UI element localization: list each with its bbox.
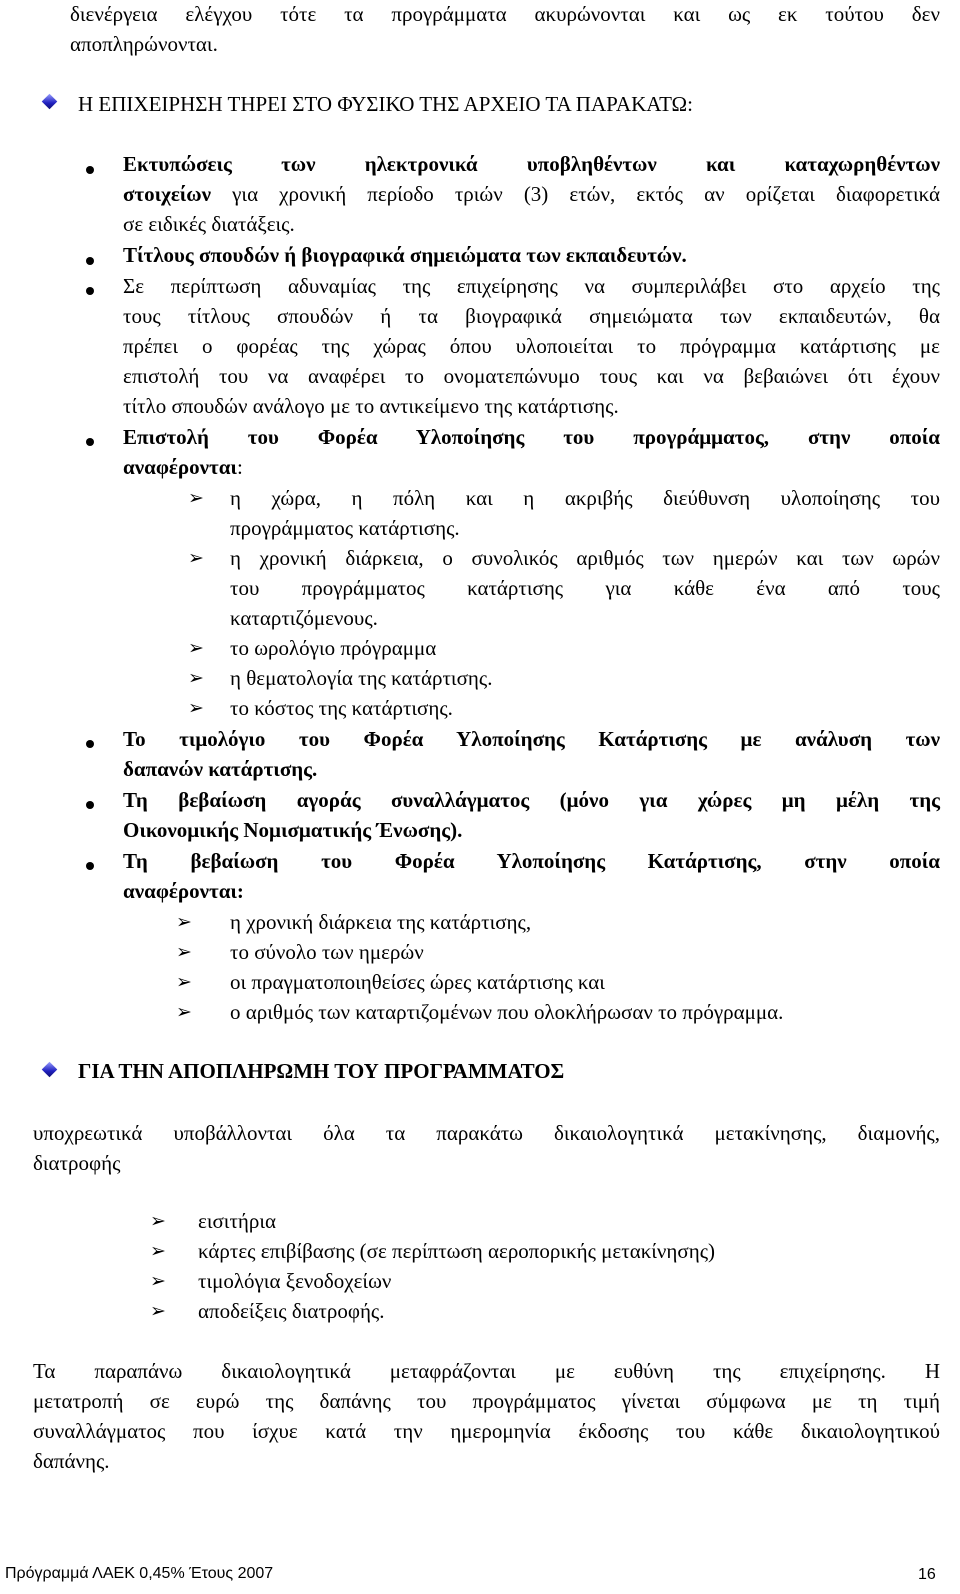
bullet-dot-icon — [86, 287, 94, 295]
doc-item-3: τιμολόγια ξενοδοχείων — [198, 1269, 392, 1293]
doc-item-4: αποδείξεις διατροφής. — [198, 1299, 385, 1323]
section2-heading: ΓΙΑ ΤΗΝ ΑΠΟΠΛΗΡΩΜΗ ΤΟΥ ΠΡΟΓΡΑΜΜΑΤΟΣ — [78, 1059, 565, 1083]
bullet1-line-1: Εκτυπώσεις των ηλεκτρονικά υποβληθέντων και καταχωρηθέντων — [123, 152, 940, 176]
bullet4-line-2 — [123, 455, 243, 480]
sub3-text: το ωρολόγιο πρόγραμμα — [230, 636, 437, 660]
bullet-dot-icon — [86, 862, 94, 870]
intro-line-1: διενέργεια ελέγχου τότε τα προγράμματα ακυρώνονται και ως εκ τούτου δεν — [70, 2, 940, 26]
bullet3-line-2: τους τίτλους σπουδών ή τα βιογραφικά σημειώματα των εκπαιδευτών, θα — [123, 304, 940, 328]
bullet4-line-1: Επιστολή του Φορέα Υλοποίησης του προγράμματος, στην οποία — [123, 425, 940, 449]
arrow-bullet-icon: ➢ — [176, 942, 192, 963]
bullet-dot-icon — [86, 166, 94, 174]
sub7-4: ο αριθμός των καταρτιζομένων που ολοκλήρωσαν το πρόγραμμα. — [230, 1000, 784, 1024]
sub7-3: οι πραγματοποιηθείσες ώρες κατάρτισης και — [230, 970, 605, 994]
bullet-dot-icon — [86, 740, 94, 748]
arrow-bullet-icon: ➢ — [176, 972, 192, 993]
bullet3-line-3: πρέπει ο φορέας της χώρας όπου υλοποιείται το πρόγραμμα κατάρτισης με — [123, 334, 940, 358]
sub7-2: το σύνολο των ημερών — [230, 940, 424, 964]
bullet5-line-2: δαπανών κατάρτισης. — [123, 757, 318, 781]
bullet6-line-2: Οικονομικής Νομισματικής Ένωσης). — [123, 818, 463, 842]
page-number: 16 — [918, 1566, 936, 1583]
bullet3-line-4: επιστολή του να αναφέρει το ονοματεπώνυμο τους και να βεβαιώνει ότι έχουν — [123, 364, 940, 388]
sub1-line-1: η χώρα, η πόλη και η ακριβής διεύθυνση υλοποίησης του — [230, 486, 940, 510]
arrow-bullet-icon: ➢ — [188, 638, 204, 659]
bullet-dot-icon — [86, 801, 94, 809]
bullet4-colon: : — [236, 455, 243, 479]
arrow-bullet-icon: ➢ — [150, 1271, 166, 1292]
sub1-line-2: προγράμματος κατάρτισης. — [230, 516, 460, 540]
bullet6-line-1: Τη βεβαίωση αγοράς συναλλάγματος (μόνο για χώρες μη μέλη της — [123, 788, 940, 812]
bullet-dot-icon — [86, 438, 94, 446]
bullet2-text: Τίτλους σπουδών ή βιογραφικά σημειώματα των εκπαιδευτών. — [123, 243, 687, 267]
bullet1-line-3: σε ειδικές διατάξεις. — [123, 212, 295, 236]
bullet7-line-2: αναφέρονται: — [123, 879, 244, 903]
bullet3-line-5: τίτλο σπουδών ανάλογο με το αντικείμενο της κατάρτισης. — [123, 394, 619, 418]
section2-p2-line-3: συναλλάγματος που ίσχυε κατά την ημερομηνία έκδοσης του κάθε δικαιολογητικού — [33, 1419, 940, 1443]
intro-line-2: αποπληρώνονται. — [70, 32, 218, 56]
sub7-1: η χρονική διάρκεια της κατάρτισης, — [230, 910, 532, 934]
bullet7-line-1: Τη βεβαίωση του Φορέα Υλοποίησης Κατάρτισης, στην οποία — [123, 849, 940, 873]
footer-title: Πρόγραμμά ΛΑΕΚ 0,45% Έτους 2007 — [5, 1565, 274, 1582]
sub2-line-2: του προγράμματος κατάρτισης για κάθε ένα από τους — [230, 576, 940, 600]
sub5-text: το κόστος της κατάρτισης. — [230, 696, 453, 720]
bullet1-bold-word: στοιχείων — [123, 182, 212, 206]
bullet1-line-2 — [123, 182, 940, 207]
arrow-bullet-icon: ➢ — [188, 668, 204, 689]
section1-heading: Η ΕΠΙΧΕΙΡΗΣΗ ΤΗΡΕΙ ΣΤΟ ΦΥΣΙΚΟ ΤΗΣ ΑΡΧΕΙΟ ΤΑ ΠΑΡΑΚΑΤΩ: — [78, 92, 693, 116]
bullet4-bold-word: αναφέρονται — [123, 455, 237, 479]
arrow-bullet-icon: ➢ — [150, 1241, 166, 1262]
doc-item-1: εισιτήρια — [198, 1209, 276, 1233]
diamond-bullet-icon — [42, 1062, 58, 1078]
section2-p1-line-2: διατροφής — [33, 1151, 121, 1175]
arrow-bullet-icon: ➢ — [188, 488, 204, 509]
doc-item-2: κάρτες επιβίβασης (σε περίπτωση αεροπορικής μετακίνησης) — [198, 1239, 716, 1263]
section2-p2-line-4: δαπάνης. — [33, 1449, 110, 1473]
arrow-bullet-icon: ➢ — [150, 1211, 166, 1232]
bullet-dot-icon — [86, 257, 94, 265]
sub4-text: η θεματολογία της κατάρτισης. — [230, 666, 493, 690]
sub2-line-1: η χρονική διάρκεια, ο συνολικός αριθμός των ημερών και των ωρών — [230, 546, 940, 570]
section2-p2-line-2: μετατροπή σε ευρώ της δαπάνης του προγράμματος γίνεται σύμφωνα με τη τιμή — [33, 1389, 940, 1413]
section2-p2-line-1: Τα παραπάνω δικαιολογητικά μεταφράζονται με ευθύνη της επιχείρησης. Η — [33, 1359, 940, 1383]
section2-p1-line-1: υποχρεωτικά υποβάλλονται όλα τα παρακάτω δικαιολογητικά μετακίνησης, διαμονής, — [33, 1121, 940, 1145]
bullet1-rest: για χρονική περίοδο τριών (3) ετών, εκτός αν ορίζεται διαφορετικά — [211, 182, 940, 206]
arrow-bullet-icon: ➢ — [188, 548, 204, 569]
arrow-bullet-icon: ➢ — [176, 1002, 192, 1023]
bullet5-line-1: Το τιμολόγιο του Φορέα Υλοποίησης Κατάρτισης με ανάλυση των — [123, 727, 940, 751]
arrow-bullet-icon: ➢ — [188, 698, 204, 719]
arrow-bullet-icon: ➢ — [150, 1301, 166, 1322]
sub2-line-3: καταρτιζόμενους. — [230, 606, 378, 630]
diamond-bullet-icon — [42, 94, 58, 110]
arrow-bullet-icon: ➢ — [176, 912, 192, 933]
bullet3-line-1: Σε περίπτωση αδυναμίας της επιχείρησης να συμπεριλάβει στο αρχείο της — [123, 274, 940, 298]
